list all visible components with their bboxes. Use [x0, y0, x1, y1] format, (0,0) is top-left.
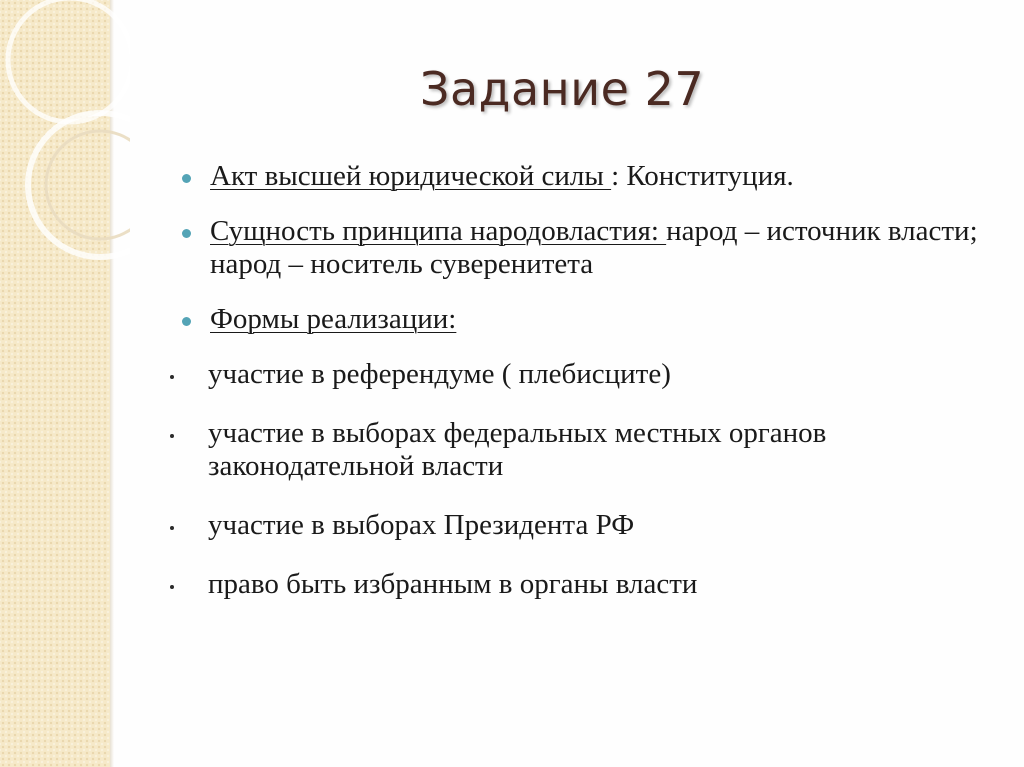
point-label: Формы реализации:	[210, 303, 457, 335]
form-text: участие в выборах Президента РФ	[208, 509, 635, 541]
point-forms-heading	[160, 303, 990, 336]
slide-title: Задание 27	[420, 62, 705, 116]
bullet-icon	[182, 317, 191, 326]
form-text: право быть избранным в органы власти	[208, 568, 698, 600]
bullet-icon	[182, 174, 191, 183]
form-item-elections-president	[160, 509, 990, 542]
point-supreme-act	[160, 160, 990, 193]
decorative-rings	[0, 0, 130, 260]
form-text: участие в выборах федеральных местных органов законодательной власти	[208, 417, 827, 482]
small-bullet-icon	[170, 375, 174, 379]
point-text: народ – источник власти; народ – носитель суверенитета	[210, 215, 978, 280]
form-item-referendum	[160, 358, 990, 391]
point-text: : Конституция.	[611, 160, 794, 192]
point-label: Акт высшей юридической силы	[210, 160, 612, 192]
point-democracy-essence	[160, 215, 990, 281]
form-text: участие в референдуме ( плебисците)	[208, 358, 671, 390]
small-bullet-icon	[170, 434, 174, 438]
point-label: Сущность принципа народовластия:	[210, 215, 667, 247]
bullet-icon	[182, 229, 191, 238]
small-bullet-icon	[170, 585, 174, 589]
small-bullet-icon	[170, 526, 174, 530]
form-item-elections-local	[160, 417, 990, 483]
form-item-right-to-be-elected	[160, 568, 990, 601]
slide-content	[160, 160, 990, 627]
